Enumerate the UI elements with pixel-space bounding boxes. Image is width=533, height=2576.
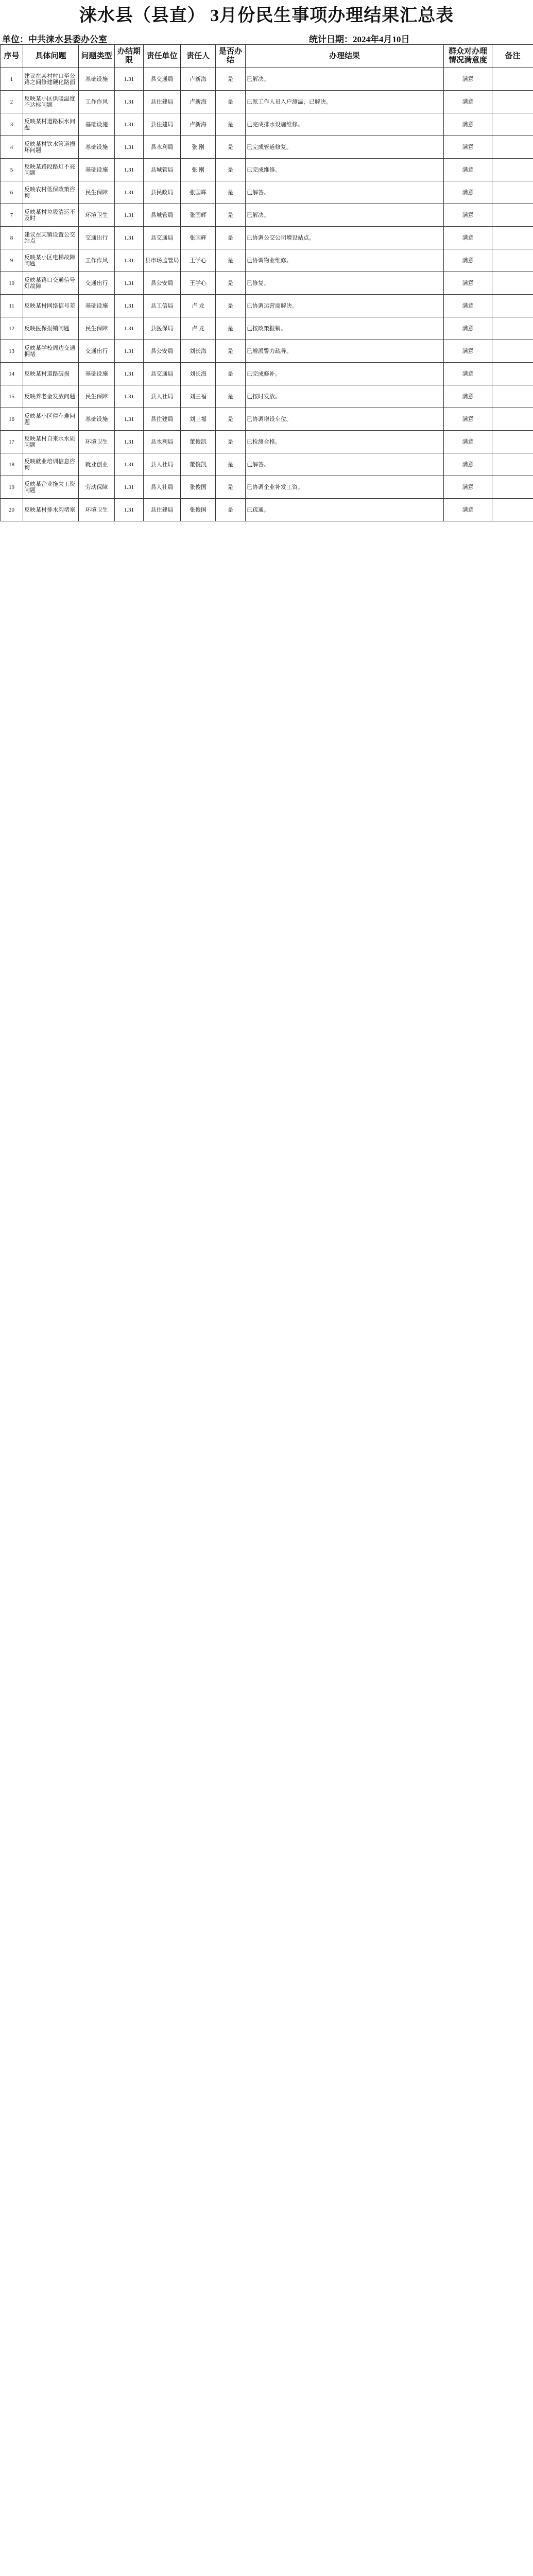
table-row <box>1 204 533 227</box>
cell-type: 环境卫生 <box>79 204 115 227</box>
cell-result: 已完成修补。 <box>246 363 444 385</box>
cell-no: 8 <box>1 227 23 249</box>
cell-dept: 县住建局 <box>144 113 181 136</box>
cell-deadline: 1.31 <box>115 68 144 91</box>
cell-satisfaction: 满意 <box>444 431 492 453</box>
cell-satisfaction: 满意 <box>444 476 492 499</box>
cell-deadline: 1.31 <box>115 385 144 408</box>
cell-remark <box>492 363 533 385</box>
cell-dept: 县人社局 <box>144 476 181 499</box>
cell-no: 13 <box>1 340 23 363</box>
cell-result: 已解决。 <box>246 68 444 91</box>
cell-deadline: 1.31 <box>115 272 144 295</box>
cell-dept: 县城管局 <box>144 159 181 181</box>
table-row <box>1 340 533 363</box>
cell-person: 张国辉 <box>181 227 216 249</box>
cell-type: 基础设施 <box>79 408 115 431</box>
cell-result: 已解答。 <box>246 453 444 476</box>
cell-result: 已协调运营商解决。 <box>246 295 444 317</box>
table-row <box>1 68 533 91</box>
table-row <box>1 499 533 521</box>
cell-issue: 反映养老金发放问题 <box>23 385 79 408</box>
cell-no: 4 <box>1 136 23 159</box>
cell-no: 18 <box>1 453 23 476</box>
cell-remark <box>492 159 533 181</box>
cell-dept: 县医保局 <box>144 317 181 340</box>
cell-person: 张 刚 <box>181 136 216 159</box>
cell-satisfaction: 满意 <box>444 113 492 136</box>
cell-type: 基础设施 <box>79 363 115 385</box>
cell-person: 王学心 <box>181 249 216 272</box>
cell-done: 是 <box>216 408 246 431</box>
cell-no: 11 <box>1 295 23 317</box>
cell-deadline: 1.31 <box>115 181 144 204</box>
table-row <box>1 295 533 317</box>
cell-remark <box>492 453 533 476</box>
cell-done: 是 <box>216 181 246 204</box>
cell-deadline: 1.31 <box>115 227 144 249</box>
cell-satisfaction: 满意 <box>444 363 492 385</box>
cell-issue: 反映某小区电梯故障问题 <box>23 249 79 272</box>
header-done: 是否办结 <box>216 45 246 68</box>
table-row <box>1 113 533 136</box>
cell-deadline: 1.31 <box>115 363 144 385</box>
cell-dept: 县公安局 <box>144 272 181 295</box>
cell-issue: 反映某村道路破损 <box>23 363 79 385</box>
cell-result: 已增派警力疏导。 <box>246 340 444 363</box>
cell-no: 16 <box>1 408 23 431</box>
cell-type: 基础设施 <box>79 68 115 91</box>
cell-done: 是 <box>216 68 246 91</box>
cell-result: 已协调物业维修。 <box>246 249 444 272</box>
cell-issue: 建议在某村村口至公路之间修建硬化路面 <box>23 68 79 91</box>
cell-satisfaction: 满意 <box>444 68 492 91</box>
cell-no: 15 <box>1 385 23 408</box>
cell-issue: 反映医保报销问题 <box>23 317 79 340</box>
cell-deadline: 1.31 <box>115 113 144 136</box>
cell-person: 董俊凯 <box>181 453 216 476</box>
table-row <box>1 272 533 295</box>
table-row <box>1 136 533 159</box>
cell-type: 交通出行 <box>79 227 115 249</box>
cell-no: 17 <box>1 431 23 453</box>
cell-done: 是 <box>216 295 246 317</box>
cell-no: 3 <box>1 113 23 136</box>
cell-result: 已完成维修。 <box>246 159 444 181</box>
cell-done: 是 <box>216 476 246 499</box>
header-type: 问题类型 <box>79 45 115 68</box>
cell-no: 2 <box>1 91 23 113</box>
cell-type: 基础设施 <box>79 136 115 159</box>
header-person: 责任人 <box>181 45 216 68</box>
cell-issue: 反映农村低保政策咨询 <box>23 181 79 204</box>
table-row <box>1 363 533 385</box>
document-meta <box>0 32 533 44</box>
cell-remark <box>492 91 533 113</box>
cell-result: 已派工作人员入户测温，已解决。 <box>246 91 444 113</box>
cell-issue: 反映某村排水沟堵塞 <box>23 499 79 521</box>
cell-dept: 县住建局 <box>144 499 181 521</box>
cell-remark <box>492 181 533 204</box>
cell-result: 已完成排水设施维修。 <box>246 113 444 136</box>
table-row <box>1 431 533 453</box>
cell-dept: 县交通局 <box>144 363 181 385</box>
cell-done: 是 <box>216 317 246 340</box>
unit-label: 单位：中共涞水县委办公室 <box>2 35 107 44</box>
cell-satisfaction: 满意 <box>444 272 492 295</box>
cell-deadline: 1.31 <box>115 136 144 159</box>
header-deadline: 办结期限 <box>115 45 144 68</box>
cell-person: 刘三福 <box>181 385 216 408</box>
cell-issue: 反映某村道路积水问题 <box>23 113 79 136</box>
cell-person: 张俊国 <box>181 499 216 521</box>
cell-done: 是 <box>216 431 246 453</box>
cell-issue: 反映某小区停车难问题 <box>23 408 79 431</box>
table-row <box>1 249 533 272</box>
cell-no: 20 <box>1 499 23 521</box>
cell-result: 已完成管道修复。 <box>246 136 444 159</box>
cell-type: 劳动保障 <box>79 476 115 499</box>
cell-done: 是 <box>216 227 246 249</box>
cell-satisfaction: 满意 <box>444 249 492 272</box>
cell-remark <box>492 68 533 91</box>
cell-type: 基础设施 <box>79 295 115 317</box>
cell-no: 19 <box>1 476 23 499</box>
cell-deadline: 1.31 <box>115 453 144 476</box>
cell-no: 10 <box>1 272 23 295</box>
cell-done: 是 <box>216 113 246 136</box>
cell-dept: 县水利局 <box>144 431 181 453</box>
cell-remark <box>492 136 533 159</box>
header-result: 办理结果 <box>246 45 444 68</box>
table-header-row <box>1 45 533 68</box>
cell-result: 已检测合格。 <box>246 431 444 453</box>
cell-type: 环境卫生 <box>79 431 115 453</box>
cell-deadline: 1.31 <box>115 499 144 521</box>
cell-issue: 建议在某镇设置公交站点 <box>23 227 79 249</box>
cell-person: 张俊国 <box>181 476 216 499</box>
cell-deadline: 1.31 <box>115 431 144 453</box>
cell-person: 卢新海 <box>181 68 216 91</box>
cell-done: 是 <box>216 385 246 408</box>
cell-remark <box>492 272 533 295</box>
cell-issue: 反映某村自来水水质问题 <box>23 431 79 453</box>
table-row <box>1 453 533 476</box>
cell-issue: 反映某学校周边交通拥堵 <box>23 340 79 363</box>
cell-person: 董俊凯 <box>181 431 216 453</box>
cell-no: 9 <box>1 249 23 272</box>
cell-remark <box>492 499 533 521</box>
cell-issue: 反映某村饮水管道损坏问题 <box>23 136 79 159</box>
cell-person: 卢 龙 <box>181 317 216 340</box>
cell-person: 卢新海 <box>181 113 216 136</box>
cell-dept: 县人社局 <box>144 453 181 476</box>
cell-no: 12 <box>1 317 23 340</box>
cell-satisfaction: 满意 <box>444 181 492 204</box>
cell-type: 工作作风 <box>79 91 115 113</box>
cell-person: 王学心 <box>181 272 216 295</box>
header-satisfaction: 群众对办理情况满意度 <box>444 45 492 68</box>
cell-remark <box>492 476 533 499</box>
cell-deadline: 1.31 <box>115 249 144 272</box>
cell-person: 刘长海 <box>181 340 216 363</box>
cell-deadline: 1.31 <box>115 476 144 499</box>
header-issue: 具体问题 <box>23 45 79 68</box>
cell-dept: 县住建局 <box>144 91 181 113</box>
table-body <box>1 68 533 521</box>
cell-done: 是 <box>216 363 246 385</box>
cell-satisfaction: 满意 <box>444 159 492 181</box>
cell-satisfaction: 满意 <box>444 204 492 227</box>
summary-table <box>0 44 533 521</box>
cell-dept: 县交通局 <box>144 68 181 91</box>
cell-result: 已协调企业补发工资。 <box>246 476 444 499</box>
cell-remark <box>492 385 533 408</box>
table-row <box>1 408 533 431</box>
cell-issue: 反映某村垃圾清运不及时 <box>23 204 79 227</box>
document-title: 涞水县（县直） 3月份民生事项办理结果汇总表 <box>79 6 454 25</box>
table-row <box>1 385 533 408</box>
cell-issue: 反映某村网络信号差 <box>23 295 79 317</box>
cell-remark <box>492 431 533 453</box>
cell-issue: 反映某小区供暖温度不达标问题 <box>23 91 79 113</box>
date-label: 统计日期：2024年4月10日 <box>309 35 410 44</box>
cell-satisfaction: 满意 <box>444 136 492 159</box>
cell-done: 是 <box>216 136 246 159</box>
cell-satisfaction: 满意 <box>444 295 492 317</box>
header-no: 序号 <box>1 45 23 68</box>
cell-no: 14 <box>1 363 23 385</box>
cell-type: 交通出行 <box>79 272 115 295</box>
cell-result: 已解答。 <box>246 181 444 204</box>
cell-satisfaction: 满意 <box>444 453 492 476</box>
cell-remark <box>492 340 533 363</box>
table-row <box>1 317 533 340</box>
table-row <box>1 181 533 204</box>
cell-remark <box>492 295 533 317</box>
cell-issue: 反映某企业拖欠工资问题 <box>23 476 79 499</box>
cell-done: 是 <box>216 249 246 272</box>
cell-no: 1 <box>1 68 23 91</box>
cell-dept: 县工信局 <box>144 295 181 317</box>
cell-issue: 反映某路段路灯不亮问题 <box>23 159 79 181</box>
cell-person: 刘长海 <box>181 363 216 385</box>
cell-done: 是 <box>216 204 246 227</box>
cell-person: 张 刚 <box>181 159 216 181</box>
table-row <box>1 227 533 249</box>
cell-dept: 县水利局 <box>144 136 181 159</box>
cell-satisfaction: 满意 <box>444 227 492 249</box>
cell-no: 5 <box>1 159 23 181</box>
cell-type: 工作作风 <box>79 249 115 272</box>
cell-remark <box>492 317 533 340</box>
cell-person: 张国辉 <box>181 181 216 204</box>
cell-deadline: 1.31 <box>115 159 144 181</box>
cell-dept: 县住建局 <box>144 408 181 431</box>
cell-type: 民生保障 <box>79 181 115 204</box>
cell-dept: 县交通局 <box>144 227 181 249</box>
cell-person: 卢新海 <box>181 91 216 113</box>
cell-person: 卢 龙 <box>181 295 216 317</box>
table-row <box>1 91 533 113</box>
cell-no: 7 <box>1 204 23 227</box>
cell-satisfaction: 满意 <box>444 408 492 431</box>
cell-satisfaction: 满意 <box>444 499 492 521</box>
cell-type: 就业创业 <box>79 453 115 476</box>
cell-result: 已按政策报销。 <box>246 317 444 340</box>
cell-result: 已解决。 <box>246 204 444 227</box>
cell-type: 交通出行 <box>79 340 115 363</box>
cell-result: 已协调增设车位。 <box>246 408 444 431</box>
cell-person: 张国辉 <box>181 204 216 227</box>
cell-deadline: 1.31 <box>115 91 144 113</box>
cell-no: 6 <box>1 181 23 204</box>
header-remark: 备注 <box>492 45 533 68</box>
cell-satisfaction: 满意 <box>444 91 492 113</box>
cell-dept: 县民政局 <box>144 181 181 204</box>
cell-deadline: 1.31 <box>115 408 144 431</box>
cell-dept: 县市场监管局 <box>144 249 181 272</box>
cell-type: 基础设施 <box>79 159 115 181</box>
cell-satisfaction: 满意 <box>444 385 492 408</box>
cell-dept: 县人社局 <box>144 385 181 408</box>
cell-deadline: 1.31 <box>115 317 144 340</box>
table-row <box>1 476 533 499</box>
cell-satisfaction: 满意 <box>444 317 492 340</box>
cell-issue: 反映某路口交通信号灯故障 <box>23 272 79 295</box>
cell-done: 是 <box>216 91 246 113</box>
cell-result: 已疏通。 <box>246 499 444 521</box>
cell-done: 是 <box>216 499 246 521</box>
cell-satisfaction: 满意 <box>444 340 492 363</box>
cell-type: 民生保障 <box>79 385 115 408</box>
cell-done: 是 <box>216 159 246 181</box>
cell-done: 是 <box>216 340 246 363</box>
header-dept: 责任单位 <box>144 45 181 68</box>
cell-deadline: 1.31 <box>115 340 144 363</box>
cell-issue: 反映就业培训信息咨询 <box>23 453 79 476</box>
cell-person: 刘三福 <box>181 408 216 431</box>
cell-done: 是 <box>216 272 246 295</box>
cell-deadline: 1.31 <box>115 204 144 227</box>
cell-result: 已协调公交公司增设站点。 <box>246 227 444 249</box>
cell-result: 已修复。 <box>246 272 444 295</box>
cell-remark <box>492 204 533 227</box>
cell-type: 基础设施 <box>79 113 115 136</box>
cell-type: 民生保障 <box>79 317 115 340</box>
cell-remark <box>492 227 533 249</box>
cell-remark <box>492 408 533 431</box>
cell-remark <box>492 249 533 272</box>
cell-dept: 县城管局 <box>144 204 181 227</box>
cell-type: 环境卫生 <box>79 499 115 521</box>
cell-dept: 县公安局 <box>144 340 181 363</box>
cell-deadline: 1.31 <box>115 295 144 317</box>
cell-result: 已按时发放。 <box>246 385 444 408</box>
cell-done: 是 <box>216 453 246 476</box>
cell-remark <box>492 113 533 136</box>
table-row <box>1 159 533 181</box>
